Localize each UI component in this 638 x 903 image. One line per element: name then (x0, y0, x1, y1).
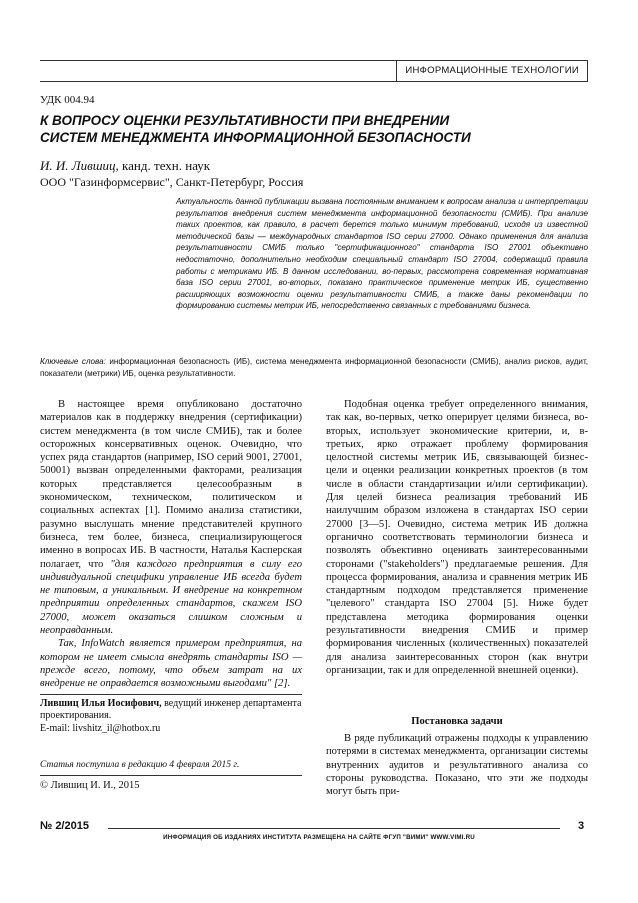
keywords (40, 356, 588, 379)
left-column (40, 398, 302, 691)
right-column (326, 398, 588, 677)
author-info-position: ведущий инженер департамента проектирования. (40, 698, 302, 722)
title-line-2: СИСТЕМ МЕНЕДЖМЕНТА ИНФОРМАЦИОННОЙ БЕЗОПАСНОСТИ (40, 130, 471, 145)
task-section (326, 732, 588, 798)
page-number: 3 (578, 820, 585, 832)
author-degree: канд. техн. наук (118, 158, 211, 173)
section-title: ИНФОРМАЦИОННЫЕ ТЕХНОЛОГИИ (396, 60, 588, 82)
author-info-divider (40, 694, 302, 695)
received-date: Статья поступила в редакцию 4 февраля 2015 г. (40, 760, 240, 770)
keywords-label: Ключевые слова: (40, 357, 106, 366)
section-heading: Постановка задачи (411, 716, 503, 727)
udc-code: УДК 004.94 (40, 94, 95, 106)
right-paragraph-1: Подобная оценка требует определенного внимания, так как, во-первых, четко оперирует целями бизнеса, во-вторых, использует экономические критерии, и, в-третьих, ярко отражает проблему формирования целостной системы метрик ИБ, связывающей бизнес-цели и оценки реализации конкретных проектов (в том числе в области стандартизации и/или сертификации). Для целей бизнеса реализация требований ИБ наилучшим образом изложена в стандартах ISO серии 27000 [3—5]. Очевидно, система метрик ИБ должна органично соответствовать терминологии бизнеса и позволять объективно оценивать заинтересованными сторонами ("stakeholders") предлагаемые решения. Для процесса формирования, анализа и сравнения метрик ИБ стандартным подходом представляется применение "целевого" стандарта ISO 27004 [5]. Ниже будет представлена методика формирования оценки результативности внедрения СМИБ и пример формирования численных (количественных) показателей для анализа заинтересованных сторон (как внутри организации, так и для определенной внешней оценки). (326, 399, 588, 676)
left-paragraph-2: Так, InfoWatch является примером предприятия, на котором не имеет смысла внедрять стандарты ISO — прежде всего, потому, что объем затрат на их внедрение не оправдается возможными выгодами" [2]. (40, 638, 302, 690)
left-paragraph-1-text: В настоящее время опубликовано достаточно материалов как в поддержку внедрения (сертификации) систем менеджмента (в том числе СМИБ), так и более осторожных консервативных оценок. Очевидно, что успех ряда стандартов (например, ISO серий 9001, 27001, 50001) вызван определенными факторами, реализация которых представляется целесообразным в экономическом, техническом, политическом и социальных аспектах [1]. Помимо анализа статистики, разумно выслушать мнение представителей крупного бизнеса, тем более, бизнеса, специализирующегося именно в вопросах ИБ. В частности, Наталья Касперская полагает, что (40, 399, 302, 570)
author-info-email: E-mail: livshitz_il@hotbox.ru (40, 722, 161, 734)
section-header (40, 60, 588, 82)
footer-note: ИНФОРМАЦИЯ ОБ ИЗДАНИЯХ ИНСТИТУТА РАЗМЕЩЕНА НА САЙТЕ ФГУП "ВИМИ" WWW.VIMI.RU (163, 834, 475, 841)
abstract: Актуальность данной публикации вызвана постоянным вниманием к вопросам анализа и интерпретации результатов внедрения систем менеджмента информационной безопасности (СМИБ). При анализе таких проектов, как правило, в расчет берется только минимум требований, исходя из известной методической базы — международных стандартов ISO серии 27000. Однако применения для анализа результативности СМИБ только "сертификационного" стандарта ISO 27001 объективно недостаточно, дополнительно необходим специальный стандарт ISO 27004, содержащий правила работы с метриками ИБ. В данном исследовании, во-первых, рассмотрена современная нормативная база ISO серии 27001, во-вторых, показано практическое применение метрик ИБ, существенно расширяющих возможности оценки результативности СМИБ, а также даны рекомендации по формированию системы метрик ИБ, непосредственно связанных с требованиями бизнеса. (176, 197, 588, 311)
author-info-name: Лившиц Илья Иосифович, (40, 698, 162, 709)
author-info (40, 698, 302, 735)
article-title (40, 112, 600, 146)
title-line-1: К ВОПРОСУ ОЦЕНКИ РЕЗУЛЬТАТИВНОСТИ ПРИ ВНЕДРЕНИИ (40, 113, 450, 128)
affiliation: ООО "Газинформсервис", Санкт-Петербург, Россия (40, 175, 304, 189)
footer-rule (108, 828, 560, 829)
copyright: © Лившиц И. И., 2015 (40, 780, 140, 791)
task-paragraph-1: В ряде публикаций отражены подходы к управлению потерями в системах менеджмента, организации системы внутренних аудитов и результативного анализа со стороны руководства. Показано, что эти же подходы могут быть при- (326, 733, 588, 798)
left-paragraph-1 (40, 398, 302, 637)
author-line (40, 158, 210, 174)
keywords-text: информационная безопасность (ИБ), система менеджмента информационной безопасности (СМИБ), анализ рисков, аудит, показатели (метрики) ИБ, оценка результативности. (40, 357, 589, 378)
copyright-divider (40, 775, 302, 776)
issue-number: № 2/2015 (40, 820, 89, 832)
left-paragraph-1-quote: "для каждого предприятия в силу его индивидуальной специфики управление ИБ всегда будет не типовым, а уникальным. И внедрение на конкретном предприятии определенных стандартов, скажем ISO 27000, может оказаться слишком сложным и неоправданным. (40, 558, 302, 637)
author-name: И. И. Лившиц, (40, 158, 119, 173)
